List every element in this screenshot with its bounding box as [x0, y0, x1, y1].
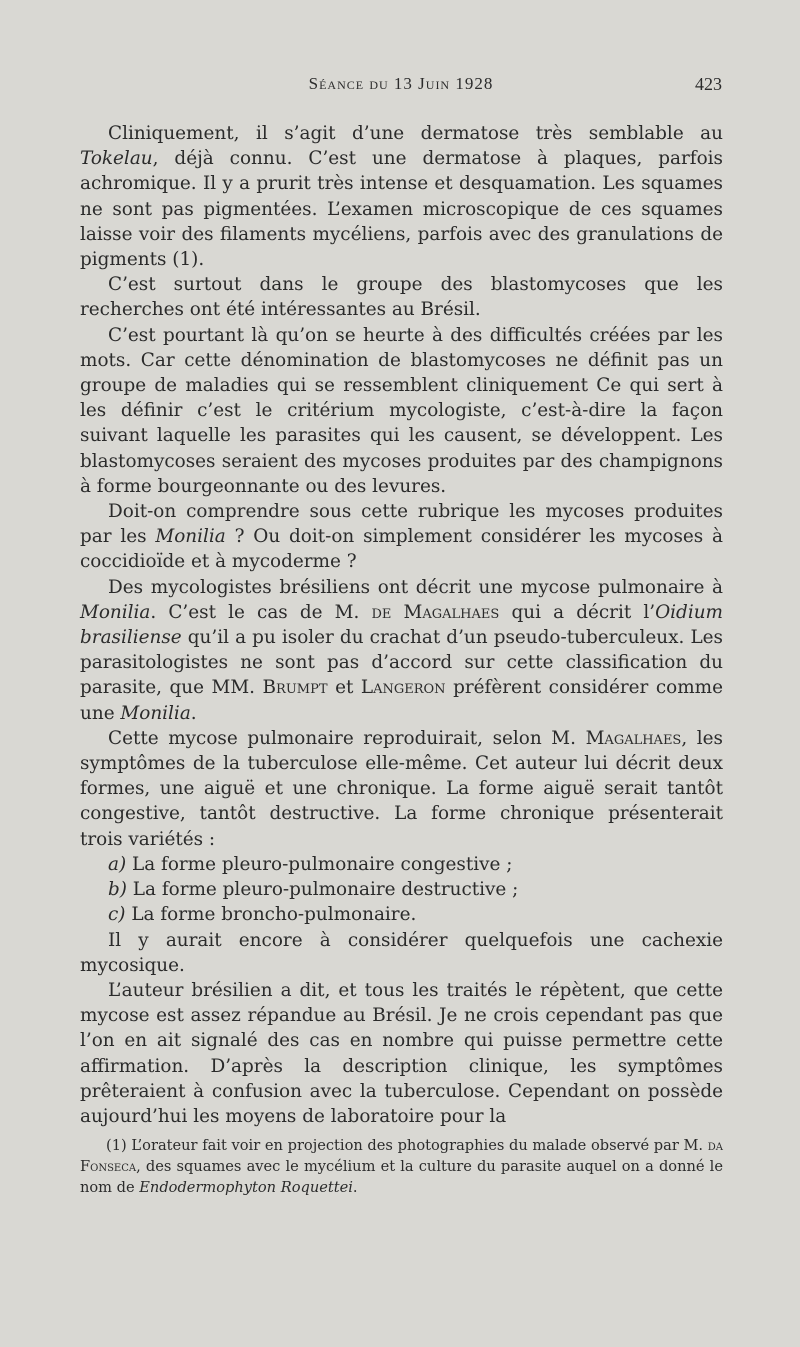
author-name: Magalhaes — [585, 727, 682, 749]
text-run: . — [352, 1179, 358, 1196]
paragraph: L’auteur brésilien a dit, et tous les traités le répètent, que cette mycose est assez répandue au Brésil. Je ne crois cependant pas que l’on en ait signalé des cas en nombre qui puisse permettre cette affirmation. D’après la description clinique, les symptômes prêteraient à confusion avec la tuberculose. Cependant on possède aujourd’hui les moyens de laboratoire pour la — [80, 979, 723, 1127]
footnotes — [80, 1135, 723, 1198]
text-run: qu’il a pu isoler du crachat d’un pseudo-tuberculeux. Les parasitologistes ne sont pas d’accord sur cette classification du parasite, que MM. — [80, 627, 723, 699]
author-name: de Magalhaes — [371, 601, 500, 623]
text-run: Cette mycose pulmonaire reproduirait, selon M. — [108, 727, 586, 749]
list-item — [80, 902, 723, 927]
italic-term: Monilia — [155, 526, 226, 548]
italic-term: Monilia — [80, 601, 151, 623]
author-name: Langeron — [360, 677, 446, 699]
text-run: , des squames avec le mycélium et la culture du parasite auquel on a donné le nom de — [80, 1158, 723, 1196]
author-name: Brumpt — [262, 677, 328, 699]
paragraph: C’est surtout dans le groupe des blastomycoses que les recherches ont été intéressantes au Brésil. — [80, 274, 723, 321]
footnote — [80, 1135, 723, 1198]
italic-term: Endodermophyton Roquettei — [139, 1179, 353, 1196]
text-run: , les symptômes de la tuberculose elle-même. Cet auteur lui décrit deux formes, une aiguë et une chronique. La forme aiguë serait tantôt congestive, tantôt destructive. La forme chronique présenterait trois variétés : — [80, 727, 723, 850]
text-run: . C’est le cas de M. — [150, 601, 372, 623]
list-letter: b) — [108, 879, 127, 901]
italic-term: Monilia — [120, 702, 191, 724]
text-run: ? Ou doit-on simplement considérer les mycoses à coccidioïde et à mycoderme ? — [80, 526, 723, 573]
list-letter: c) — [108, 904, 126, 926]
text-run: et — [327, 677, 361, 699]
text-run: . — [190, 702, 197, 724]
author-name: da Fonseca — [80, 1137, 723, 1175]
text-run: Doit-on comprendre sous cette rubrique les mycoses produites par les — [80, 501, 723, 548]
text-run: Des mycologistes brésiliens ont décrit une mycose pulmonaire à — [108, 576, 723, 598]
text-run: préfèrent considérer comme une — [80, 677, 723, 724]
page-header — [80, 74, 722, 104]
list-item — [80, 852, 723, 877]
text-run: (1) L’orateur fait voir en projection des photographies du malade observé par M. — [106, 1137, 708, 1154]
paragraph: Il y aurait encore à considérer quelquefois une cachexie mycosique. — [80, 929, 723, 976]
body-text — [80, 121, 723, 1129]
text-run: qui a décrit l’ — [499, 601, 656, 623]
list-text: La forme pleuro-pulmonaire destructive ; — [126, 879, 519, 901]
page-number: 423 — [695, 74, 722, 94]
list-text: La forme pleuro-pulmonaire congestive ; — [126, 853, 513, 875]
list-item — [80, 877, 723, 902]
paragraph — [80, 575, 723, 726]
running-title: Séance du 13 Juin 1928 — [308, 74, 494, 93]
text-run: Cliniquement, il s’agit d’une dermatose très semblable au — [108, 123, 723, 144]
list-text: La forme broncho-pulmonaire. — [125, 904, 417, 926]
paragraph — [80, 499, 723, 575]
paragraph — [80, 726, 723, 852]
paragraph — [80, 121, 723, 272]
italic-term: Oidium brasiliense — [80, 601, 723, 649]
text-run: , déjà connu. C’est une dermatose à plaques, parfois achromique. Il y a prurit très intense et desquamation. Les squames ne sont pas pigmentées. L’examen microscopique de ces squames laisse voir des filaments mycéliens, parfois avec des granulations de pigments (1). — [80, 148, 723, 271]
paragraph: C’est pourtant là qu’on se heurte à des difficultés créées par les mots. Car cette dénomination de blastomycoses ne définit pas un groupe de maladies qui se ressemblent cliniquement Ce qui sert à les définir c’est le critérium mycologiste, c’est-à-dire la façon suivant laquelle les parasites qui les causent, se développent. Les blastomycoses seraient des mycoses produites par des champignons à forme bourgeonnante ou des levures. — [80, 324, 723, 497]
list-letter: a) — [108, 853, 127, 875]
italic-term: Tokelau — [80, 148, 153, 170]
